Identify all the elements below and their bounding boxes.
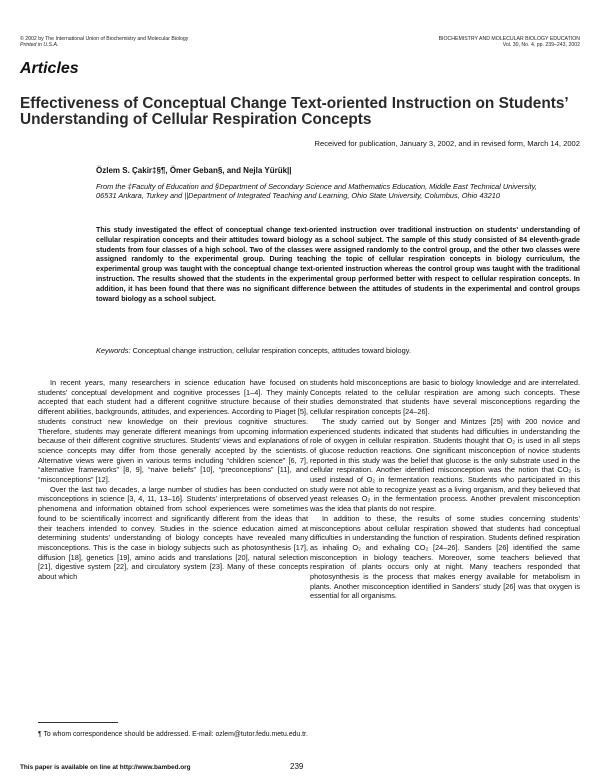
keywords — [96, 346, 580, 355]
online-availability: This paper is available on line at http://www.bambed.org — [20, 764, 191, 771]
body-column-right — [310, 378, 580, 601]
article-title: Effectiveness of Conceptual Change Text-oriented Instruction on Students’ Understanding of Cellular Respiration Concepts — [20, 95, 568, 128]
section-label: Articles — [20, 60, 79, 77]
keywords-text: Conceptual change instruction, cellular respiration concepts, attitudes toward biology. — [132, 346, 411, 355]
keywords-label: Keywords: — [96, 346, 131, 355]
journal-name: BIOCHEMISTRY AND MOLECULAR BIOLOGY EDUCATION — [438, 36, 580, 42]
paragraph: students hold misconceptions are basic to biology knowledge and are interrelated. Concepts related to the cellular respiration are among such concepts. These studies demonstrated that students have several misconceptions regarding the cellular respiration concepts [24–26]. — [310, 378, 580, 417]
paragraph: In recent years, many researchers in science education have focused on students’ conceptual development and cognitive processes [1–4]. They mainly accepted that each student had a different cognitive structure because of their different abilities, backgrounds, attitudes, and experiences. According to Piaget [5], students construct new knowledge on their previous cognitive structures. Therefore, students may generate different meanings from upcoming information because of their different cognitive structures. Students’ views and explanations of science concepts may differ from those generally accepted by the scientists. Alternative views were given in various terms including “children science” [6, 7], “alternative frameworks” [8, 9], “naive beliefs” [10], “preconceptions” [11], and “misconceptions” [12]. — [38, 378, 308, 485]
journal-header-right — [439, 36, 580, 49]
affiliation: From the ‡Faculty of Education and §Department of Secondary Science and Mathematics Education, Middle East Technical University, 06531 Ankara, Turkey and ||Department of Integrated Teaching and Learning, Ohio State University, Columbus, Ohio 43210 — [96, 182, 537, 200]
abstract: This study investigated the effect of conceptual change text-oriented instruction over traditional instruction on students’ understanding of cellular respiration concepts and their attitudes toward biology as a school subject. The sample of this study consisted of 84 eleventh-grade students from four classes of a high school. Two of the classes were assigned randomly to the control group, and the other two classes were assigned randomly to the experimental group. During teaching the topic of cellular respiration concepts in biology curriculum, the experimental group was taught with the conceptual change text-oriented instruction whereas the control group was taught with the traditional instruction. The results showed that the students in the experimental group performed better with respect to cellular respiration concepts. In addition, it has been found that there was no significant difference between the attitudes of students in the experimental and control groups toward biology as a school subject. — [96, 226, 580, 303]
received-date: Received for publication, January 3, 2002, and in revised form, March 14, 2002 — [314, 139, 580, 148]
journal-volume: Vol. 30, No. 4, pp. 239–243, 2002 — [502, 42, 580, 49]
author-list: Özlem S. Çakir‡§¶, Ömer Geban§, and Nejla Yürük|| — [96, 166, 292, 175]
journal-header-left — [20, 36, 188, 49]
copyright-line: © 2002 by The International Union of Biochemistry and Molecular Biology — [20, 36, 189, 42]
paragraph: In addition to these, the results of some studies concerning students’ misconceptions about cellular respiration showed that students had conceptual difficulties in understanding the function of respiration. Students defined respiration as inhaling O₂ and exhaling CO₂ [24–26]. Sanders [26] identified the same misconception in biology teachers. Moreover, some teachers believed that respiration of plants occurs only at night. Many teachers responded that photosynthesis is the process that makes energy available for metabolism in plants. Another misconception identified in Sanders’ study [26] was that oxygen is essential for all organisms. — [310, 513, 580, 601]
paragraph: Over the last two decades, a large number of studies has been conducted on misconceptions in science [3, 4, 11, 13–16]. Students’ interpretations of observed phenomena and information obtained from school experiences were sometimes found to be scientifically incorrect and significantly different from the ideas that their teachers intended to convey. Studies in the science education aimed at determining students’ understanding of biology concepts have revealed many misconceptions. This is the case in biology subjects such as photosynthesis [17], diffusion [18], genetics [19], amino acids and translations [20], natural selection [21], digestive system [22], and circulatory system [23]. Many of these concepts about which — [38, 484, 308, 582]
body-column-left — [38, 378, 308, 582]
footnote-divider — [38, 722, 118, 723]
printed-line: Printed in U.S.A. — [20, 42, 59, 49]
paragraph: The study carried out by Songer and Mintzes [25] with 200 novice and experienced students indicated that students had difficulties in understanding the role of oxygen in cellular respiration. Students thought that O₂ is used in all steps of glucose reduction reactions. One significant misconception of novice students reported in this study was the belief that glucose is the only substrate used in the cellular respiration. Another identified misconception was the notion that CO₂ is used instead of O₂ in fermentation reactions. Students who participated in this study were not able to recognize yeast as a living organism, and they believed that yeast releases O₂ in the fermentation process. Another prevalent misconception was the idea that plants do not respire. — [310, 416, 580, 514]
correspondence-footnote: ¶ To whom correspondence should be addressed. E-mail: ozlem@tutor.fedu.metu.edu.tr. — [38, 731, 308, 738]
page-number: 239 — [290, 762, 304, 771]
